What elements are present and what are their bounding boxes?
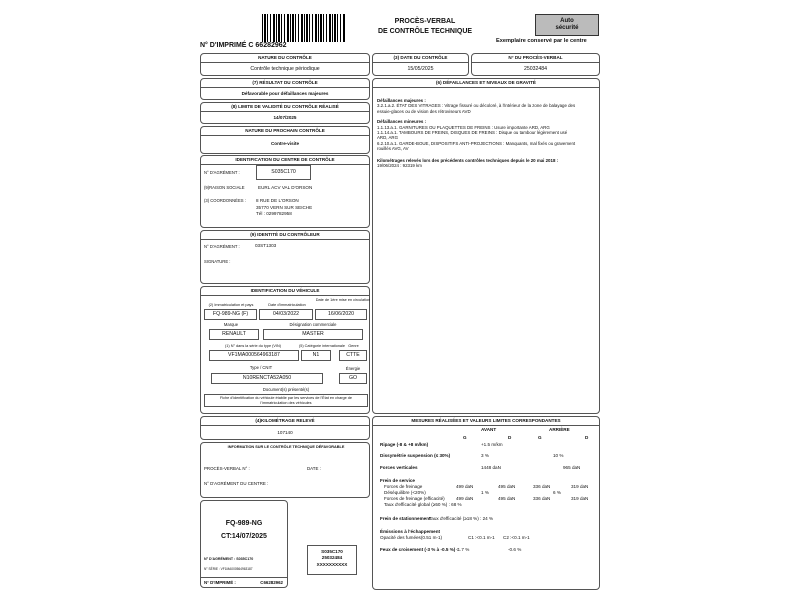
limite-box — [200, 102, 370, 124]
defaillances-label: (6) DÉFAILLANCES ET NIVEAUX DE GRAVITÉ — [373, 79, 599, 88]
km-label: (4)KILOMÉTRAGE RELEVÉ — [201, 417, 369, 426]
forces-av: 1448 daN — [481, 465, 501, 470]
fs-row-1-av: 1 % — [481, 490, 489, 495]
type-label: Type / CNIT — [249, 365, 273, 370]
resultat-value: Défavorable pour défaillances majeures — [241, 91, 329, 96]
num-pv-box — [471, 53, 600, 76]
mesures-label: MESURES RÉALISÉES ET VALEURS LIMITES CORRESPONDANTES — [373, 417, 599, 426]
sticker-plate: FQ-989-NG — [225, 520, 263, 527]
mesures-box — [372, 416, 600, 590]
prochain-box — [200, 126, 370, 154]
defav-agrement-label: N° D'AGRÉMENT DU CENTRE : — [204, 481, 269, 486]
opacite-c2: C2 :<0.1 m-1 — [503, 535, 530, 540]
vin-label: (1) N° dans la série du type (VIN) — [225, 344, 281, 348]
croisement-row — [380, 547, 458, 552]
title-line-1: PROCÈS-VERBAL — [394, 18, 456, 25]
ripage-label: Ripage (-8 & +8 m/km) — [380, 442, 429, 447]
docs-label: Document(s) présenté(s) — [262, 387, 310, 392]
document-title — [370, 17, 480, 37]
limite-label: (8) LIMITE DE VALIDITÉ DU CONTRÔLE RÉALISÉ — [201, 103, 369, 112]
stationnement-label: Frein de stationnement — [380, 516, 431, 521]
av-g-header: G — [463, 435, 467, 440]
dissym-label: Dissymétrie suspension (≤ 30%) — [380, 453, 451, 458]
stationnement-value: Taux d'efficacité (≥18 %) : 24 % — [429, 516, 494, 521]
nature-box — [200, 53, 370, 76]
efficacite-global: Taux d'efficacité global (≥50 %) : 68 % — [384, 502, 462, 507]
imprime-number: N° D'IMPRIMÉ C 66282962 — [200, 42, 287, 49]
energie-value: GO — [339, 373, 367, 384]
docs-value: Fiche d'identification du véhicule établie par les services de l'État en charge de l'immatriculation des véhicules — [204, 394, 368, 407]
num-pv-value: 25032484 — [523, 66, 548, 72]
defav-title: INFORMATION SUR LE CONTRÔLE TECHNIQUE DÉFAVORABLE — [227, 445, 345, 449]
centre-raison-label: (9)RAISON SOCIALE — [204, 185, 245, 190]
sticker-agrement: N° D'AGRÉMENT : S035C170 — [204, 557, 254, 561]
fs-row-1-ar: 6 % — [553, 490, 561, 495]
centre-tel: Tél : 0299782958 — [256, 211, 292, 216]
fs-row-2-ard: 319 daN — [571, 496, 589, 501]
croisement-value-1: -1.7 % — [456, 547, 470, 552]
ripage-value: +1.5 m/km — [481, 442, 503, 447]
sticker-imprime: C66282962 — [260, 580, 283, 585]
defav-date-label: DATE : — [307, 466, 321, 471]
opacite-label: Opacité des fumées(0.51 m-1) — [380, 535, 443, 540]
forces-ar: 965 daN — [563, 465, 581, 470]
date-1ere-label: Date de 1ère mise en circulation — [315, 298, 371, 302]
sticker-serie: N° SÉRIE : VF1MA000564963187 — [204, 567, 253, 571]
centre-addr2: 35770 VERN SUR SEICHE — [256, 204, 313, 210]
defaillances-box — [372, 78, 600, 414]
emissions-label: Émissions à l'échappement — [380, 529, 441, 534]
km-box — [200, 416, 370, 440]
km-value: 107140 — [277, 430, 293, 435]
minor-item: 1.1.14.a.1. TAMBOURS DE FREINS, DISQUES DE FREINS : Disque ou tambour légèrement usé ARD, ARG — [377, 130, 568, 141]
fs-row-0-avg: 499 daN — [456, 484, 474, 489]
immat-label: (2) Immatriculation et pays — [208, 303, 254, 307]
centre-agrement-label: N° D'AGRÉMENT : — [204, 170, 240, 175]
dissym-av: 3 % — [481, 453, 489, 458]
fs-row-2-avd: 495 daN — [498, 496, 516, 501]
sticker-box — [200, 500, 288, 588]
croisement-label: Feux de croisement (-3 % à -0.5 %) : — [380, 547, 459, 552]
stamp-line2: 25032484 — [321, 555, 343, 561]
marque-label: Marque — [223, 322, 239, 327]
vin-value: VF1MA000564963187 — [209, 350, 299, 361]
designation-label: Désignation commerciale — [289, 322, 337, 327]
arriere-header: ARRIÈRE — [549, 427, 570, 432]
stamp-line1: S035C170 — [321, 549, 343, 554]
centre-box — [200, 155, 370, 228]
categorie-label: (5) Catégorie internationale — [298, 344, 345, 348]
fs-row-0-arg: 336 daN — [533, 484, 551, 489]
major-item: 3.2.1.a.2. ÉTAT DES VITRAGES : Vitrage fissuré ou décoloré, à l'intérieur de la zone de balayage des essuie-glaces ou de vision des rétroviseurs AVD — [377, 103, 576, 114]
km-history — [377, 158, 577, 169]
fs-row-0-label: Forces de freinage — [384, 484, 423, 489]
nature-value: Contrôle technique périodique — [250, 66, 320, 72]
fs-row-2-avg: 499 daN — [456, 496, 474, 501]
dissym-ar: 10 % — [553, 453, 564, 458]
centre-agrement: S035C170 — [256, 165, 311, 180]
designation-value: MASTER — [263, 329, 363, 340]
controleur-agrement-label: N° D'AGRÉMENT : — [204, 244, 240, 249]
genre-value: CTTE — [339, 350, 367, 361]
controleur-agrement: 03ST1303 — [255, 243, 277, 248]
defav-pv-label: PROCÈS-VERBAL N° : — [204, 466, 250, 471]
frein-service-label: Frein de service — [380, 478, 415, 483]
barcode — [262, 14, 346, 42]
nature-label: NATURE DU CONTRÔLE — [201, 54, 369, 63]
category-badge: Auto sécurité — [535, 14, 599, 36]
date-controle-label: (3) DATE DU CONTRÔLE — [373, 54, 468, 63]
vehicule-box — [200, 286, 370, 414]
fs-row-0-ard: 319 daN — [571, 484, 589, 489]
prochain-value: Contre-visite — [270, 141, 300, 146]
date-immat-label: Date d'immatriculation — [268, 303, 306, 307]
date-controle-value: 15/05/2025 — [407, 66, 434, 72]
centre-raison: EURL ACV VAL D'ORSON — [258, 185, 313, 190]
km-history-label: Kilométrages relevés lors des précédents contrôles techniques depuis le 20 mai 2018 : — [377, 157, 559, 163]
marque-value: RENAULT — [209, 329, 259, 340]
minor-item: 6.2.10.a.1. GARDE-BOUE, DISPOSITIFS ANTI-PROJECTIONS : Manquants, mal fixés ou gravement rouillés AVG, AV — [377, 140, 576, 152]
av-d-header: D — [508, 435, 512, 440]
major-title: Défaillances majeures : — [377, 98, 426, 103]
vehicule-label: IDENTIFICATION DU VÉHICULE — [201, 287, 369, 296]
num-pv-label: N° DU PROCÈS-VERBAL — [472, 54, 599, 63]
forces-label: Forces verticales — [380, 465, 418, 470]
categorie-value: N1 — [301, 350, 331, 361]
controleur-label: (9) IDENTITÉ DU CONTRÔLEUR — [201, 231, 369, 240]
sticker-imprime-label: N° D'IMPRIMÉ : — [204, 580, 236, 585]
minor-item: 1.1.13.a.1. GARNITURES OU PLAQUETTES DE FREINS : Usure importante ARD, ARG — [377, 124, 550, 130]
stamp — [307, 545, 357, 575]
fs-row-2-label: Forces de freinage (efficacité) — [384, 496, 445, 501]
date-1ere-value: 16/06/2020 — [315, 309, 367, 320]
genre-label: Genre — [348, 344, 359, 348]
avant-header: AVANT — [481, 427, 497, 432]
opacite-c1: C1 :<0.1 m-1 — [468, 535, 495, 540]
centre-addr1: 8 RUE DE L'ORSON — [256, 198, 299, 203]
ar-d-header: D — [585, 435, 589, 440]
prochain-label: NATURE DU PROCHAIN CONTRÔLE — [201, 127, 369, 136]
signature-label: SIGNATURE : — [204, 259, 231, 264]
minor-title: Défaillances mineures : — [377, 119, 427, 125]
fs-row-2-arg: 336 daN — [533, 496, 551, 501]
km-history-value: 19/06/2024 : 92319 km — [377, 163, 422, 169]
immat-value: FQ-989-NG (F) — [204, 309, 257, 320]
title-line-2: DE CONTRÔLE TECHNIQUE — [377, 28, 473, 35]
croisement-value-2: -0.6 % — [508, 547, 522, 552]
type-value: N10RENCTA52A050 — [211, 373, 323, 384]
stamp-line3: XXXXXXXXXX — [316, 561, 348, 567]
energie-label: Énergie — [345, 366, 361, 371]
centre-coord-label: (3) COORDONNÉES : — [204, 198, 246, 203]
date-immat-value: 04/03/2022 — [259, 309, 313, 320]
ar-g-header: G — [538, 435, 542, 440]
resultat-label: (7) RÉSULTAT DU CONTRÔLE — [201, 79, 369, 88]
date-controle-box — [372, 53, 469, 76]
centre-address — [256, 198, 312, 218]
centre-label: IDENTIFICATION DU CENTRE DE CONTRÔLE — [201, 156, 369, 165]
copy-note: Exemplaire conservé par le centre — [496, 38, 587, 44]
resultat-box — [200, 78, 370, 100]
defav-box — [200, 442, 370, 498]
fs-row-1-label: Déséquilibre (<20%) — [384, 490, 426, 495]
sticker-imprime-row — [201, 577, 287, 587]
limite-value: 14/07/2025 — [273, 115, 297, 120]
defaillances-content — [377, 98, 577, 168]
controleur-box — [200, 230, 370, 284]
sticker-ct: CT:14/07/2025 — [221, 533, 267, 540]
fs-row-0-avd: 495 daN — [498, 484, 516, 489]
